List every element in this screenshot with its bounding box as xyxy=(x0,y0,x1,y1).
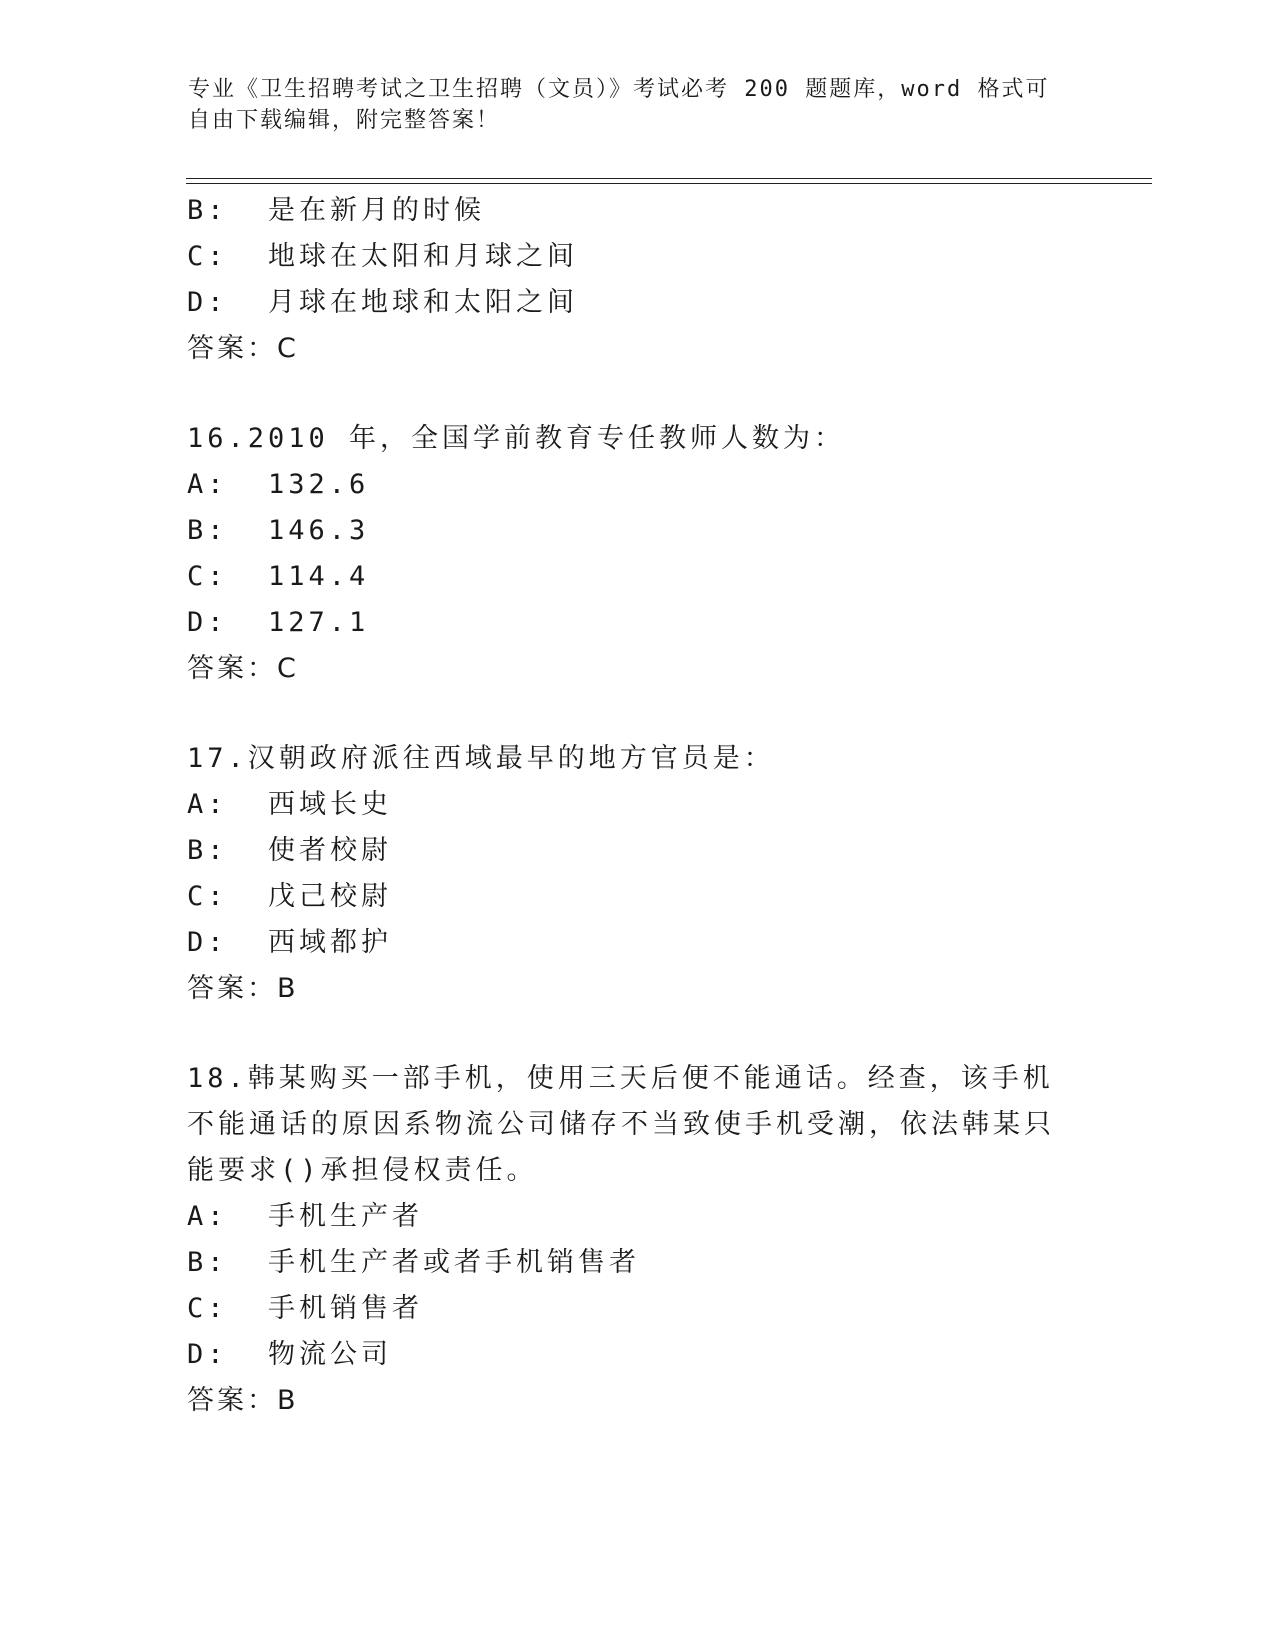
question-list xyxy=(187,188,1087,1424)
question-15-continued xyxy=(187,188,1087,372)
question-18 xyxy=(187,1056,1087,1424)
question-stem: 17.汉朝政府派往西域最早的地方官员是： xyxy=(187,743,775,774)
option-c: C: 114.4 xyxy=(187,561,370,592)
option-c: C: 戊己校尉 xyxy=(187,881,393,912)
spacer xyxy=(187,372,1087,416)
option-b: B: 146.3 xyxy=(187,515,370,546)
option-a: A: 手机生产者 xyxy=(187,1201,424,1232)
option-b: B: 使者校尉 xyxy=(187,835,393,866)
header-divider xyxy=(186,178,1152,184)
spacer xyxy=(187,1012,1087,1056)
option-d: D: 127.1 xyxy=(187,607,370,638)
answer-label: 答案：C xyxy=(187,333,299,364)
option-c: C: 手机销售者 xyxy=(187,1293,424,1324)
question-17 xyxy=(187,736,1087,1012)
option-d: D: 月球在地球和太阳之间 xyxy=(187,287,579,318)
question-16 xyxy=(187,416,1087,692)
question-stem: 16.2010 年，全国学前教育专任教师人数为： xyxy=(187,423,846,454)
question-stem: 18.韩某购买一部手机，使用三天后便不能通话。经查，该手机不能通话的原因系物流公司储存不当致使手机受潮，依法韩某只能要求()承担侵权责任。 xyxy=(187,1063,1055,1186)
option-a: A: 西域长史 xyxy=(187,789,393,820)
answer-label: 答案：B xyxy=(187,1385,299,1416)
spacer xyxy=(187,692,1087,736)
option-d: D: 物流公司 xyxy=(187,1339,393,1370)
option-d: D: 西域都护 xyxy=(187,927,393,958)
answer-label: 答案：C xyxy=(187,653,299,684)
answer-label: 答案：B xyxy=(187,973,299,1004)
option-b: B: 是在新月的时候 xyxy=(187,195,486,226)
option-c: C: 地球在太阳和月球之间 xyxy=(187,241,579,272)
option-a: A: 132.6 xyxy=(187,469,370,500)
option-b: B: 手机生产者或者手机销售者 xyxy=(187,1247,641,1278)
document-header: 专业《卫生招聘考试之卫生招聘（文员）》考试必考 200 题题库，word 格式可自由下载编辑，附完整答案！ xyxy=(188,77,1050,133)
